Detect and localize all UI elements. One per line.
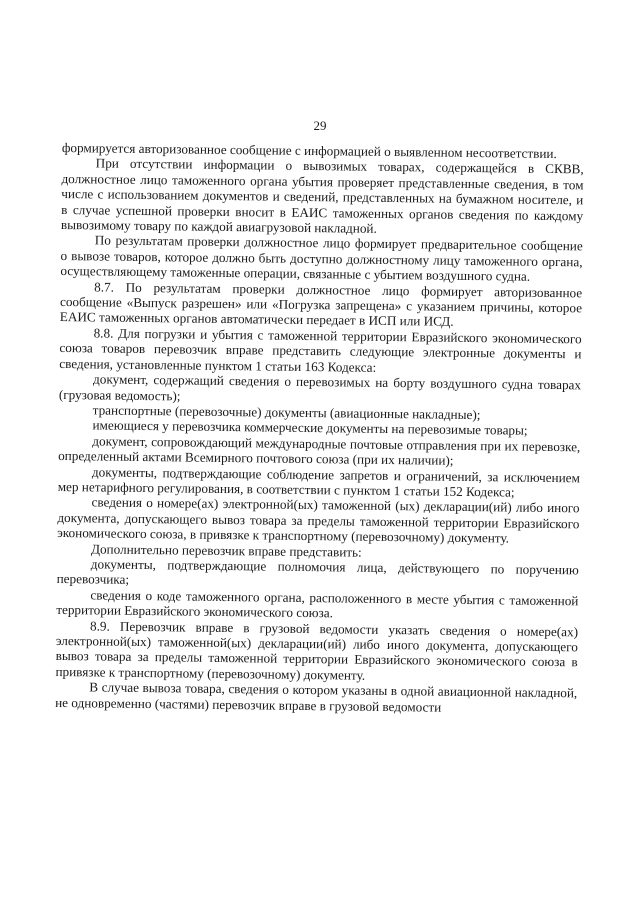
paragraph: По результатам проверки должностное лицо формирует предварительное сообщение о вывозе товаров, которое должно быть доступно должностному лицу таможенного органа, осуществляющему таможенные операции, связанные с убытием воздушного судна.: [60, 232, 583, 284]
paragraph: 8.9. Перевозчик вправе в грузовой ведомости указать сведения о номере(ах) электронной(ых) таможенной(ых) декларации(ий) либо иного документа, допускающего вывоз товара за пределы таможенной территории Евразийского экономического союза в привязке к транспортному (перевозочному) документу.: [55, 617, 579, 683]
paragraph: имеющиеся у перевозчика коммерческие документы на перевозимые товары;: [92, 417, 528, 439]
paragraph: 8.7. По результатам проверки должностное лицо формирует авторизованное сообщение «Выпуск разрешен» или «Погрузка запрещена» с указанием причины, которое ЕАИС таможенных органов автоматически передает в ИСП или ИСД.: [59, 279, 583, 330]
paragraph: В случае вывоза товара, сведения о котором указаны в одной авиационной накладной, не одновременно (частями) перевозчик вправе в грузовой ведомости: [55, 679, 578, 715]
paragraph: формируется авторизованное сообщение с информацией о выявленном несоответствии.: [61, 140, 557, 162]
paragraph: При отсутствии информации о вывозимых товарах, содержащейся в СКВВ, должностное лицо таможенного органа убытия проверяет представленные сведения, в том числе с использованием документов и сведений, представленных на бумажном носителе, и в случае успешной проверки вносит в ЕАИС таможенных органов сведения по каждому вывозимому товару по каждой авиагрузовой накладной.: [60, 155, 584, 236]
paragraph: документ, сопровождающий международные почтовые отправления при их перевозке, определенный актами Всемирного почтового союза (при их наличии);: [58, 433, 581, 468]
paragraph: документы, подтверждающие полномочия лица, действующего по поручению перевозчика;: [56, 556, 579, 588]
paragraph: документы, подтверждающие соблюдение запретов и ограничений, за исключением мер нетарифного регулирования, в соответствии с пунктом 1 статьи 152 Кодекса;: [57, 463, 581, 500]
paragraph: 8.8. Для погрузки и убытия с таможенной территории Евразийского экономического союза товаров перевозчик вправе представить следующие электронные документы и сведения, установленные пунктом 1 статьи 163 Кодекса:: [59, 325, 582, 375]
document-body: [55, 140, 584, 716]
paragraph: сведения о коде таможенного органа, расположенного в месте убытия с таможенной территории Евразийского экономического союза.: [56, 587, 579, 621]
page-number: 29: [313, 118, 327, 133]
paragraph: сведения о номере(ах) электронной(ых) таможенной (ых) декларации(ий) либо иного документа, допускающего вывоз товара за пределы таможенной территории Евразийского экономического союза, в привязке к транспортному (перевозочному) документу.: [57, 494, 580, 546]
paragraph: документ, содержащий сведения о перевозимых на борту воздушного судна товарах (грузовая ведомость);: [58, 371, 582, 403]
paragraph: транспортные (перевозочные) документы (авиационные накладные);: [92, 402, 481, 423]
paragraph: Дополнительно перевозчик вправе представить:: [90, 540, 362, 560]
